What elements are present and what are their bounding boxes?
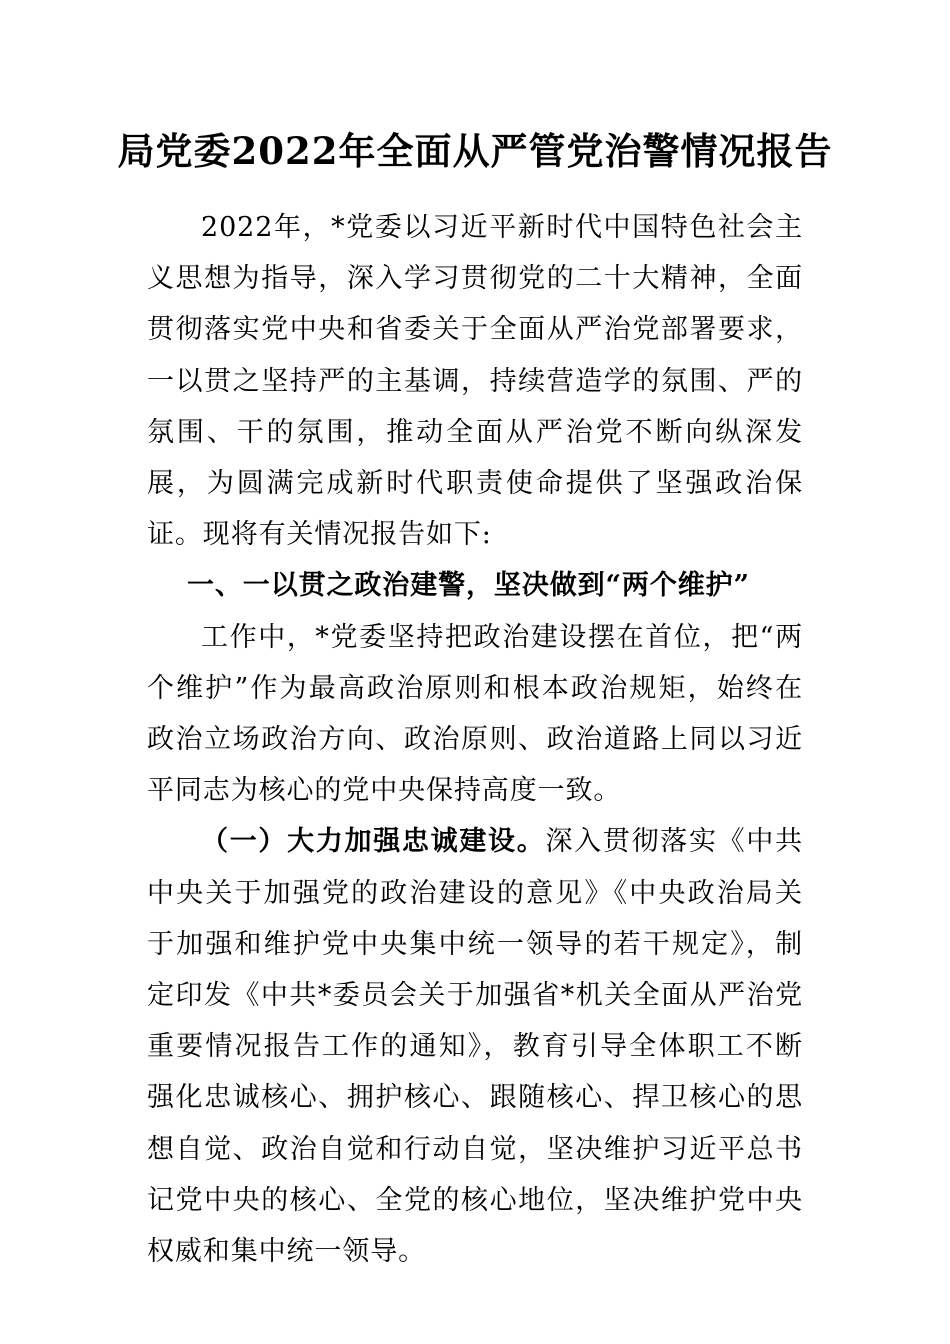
section-heading-1: 一、一以贯之政治建警，坚决做到“两个维护” [187,570,750,602]
section-1-paragraph: 工作中，*党委坚持把政治建设摆在首位，把“两个维护”作为最高政治原则和根本政治规矩，始终在政治立场政治方向、政治原则、政治道路上同以习近平同志为核心的党中央保持高度一致。 [147,621,803,807]
document-body [147,202,803,1277]
subsection-1-text: 深入贯彻落实《中共中央关于加强党的政治建设的意见》《中央政治局关于加强和维护党中央集中统一领导的若干规定》，制定印发《中共*委员会关于加强省*机关全面从严治党重要情况报告工作的通知》，教育引导全体职工不断强化忠诚核心、拥护核心、跟随核心、捍卫核心的思想自觉、政治自觉和行动自觉，坚决维护习近平总书记党中央的核心、全党的核心地位，坚决维护党中央权威和集中统一领导。 [147,826,803,1268]
subsection-1-lead: （一）大力加强忠诚建设。 [201,826,546,858]
document-title: 局党委2022年全面从严管党治警情况报告 [117,129,833,173]
intro-paragraph: 2022年，*党委以习近平新时代中国特色社会主义思想为指导，深入学习贯彻党的二十大精神，全面贯彻落实党中央和省委关于全面从严治党部署要求，一以贯之坚持严的主基调，持续营造学的氛围、严的氛围、干的氛围，推动全面从严治党不断向纵深发展，为圆满完成新时代职责使命提供了坚强政治保证。现将有关情况报告如下: [147,212,803,551]
subsection-1-paragraph [147,816,803,1277]
